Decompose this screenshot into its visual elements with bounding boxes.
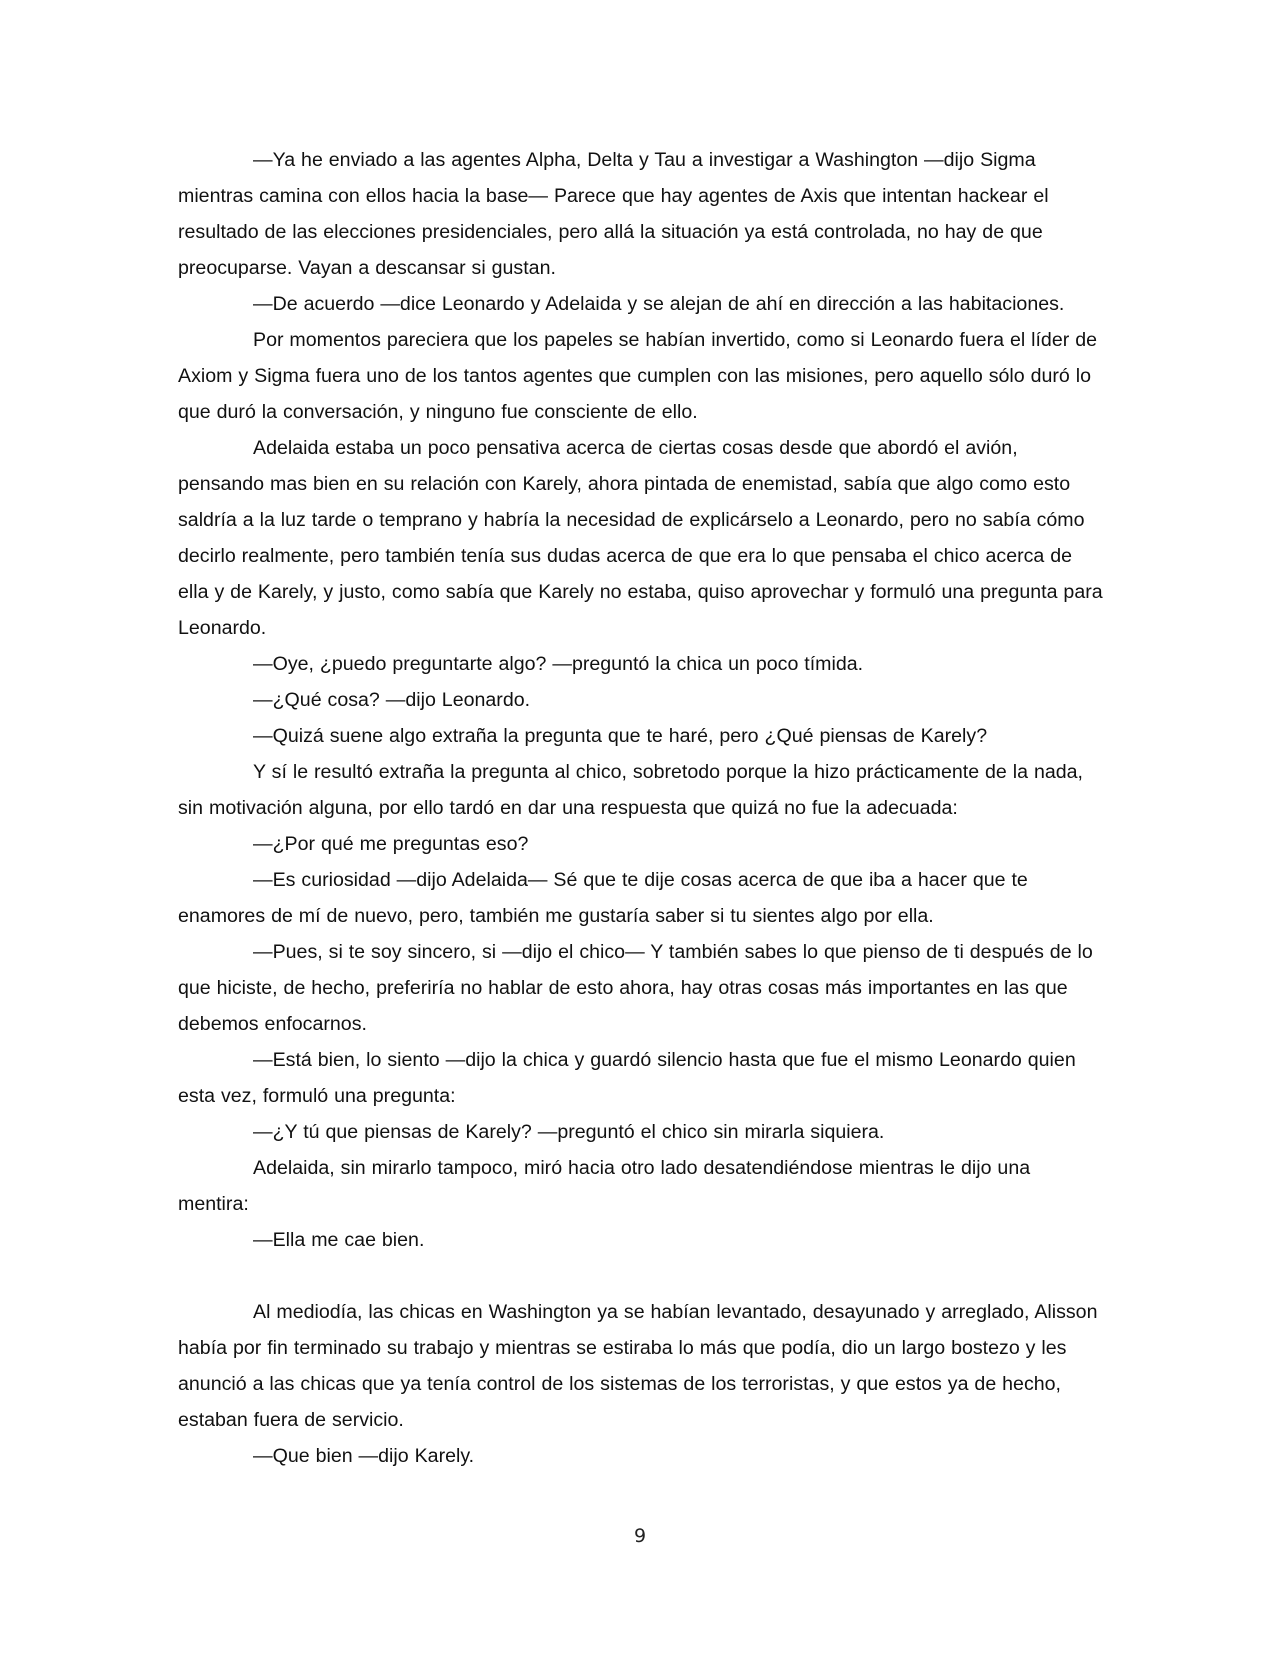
paragraph: Y sí le resultó extraña la pregunta al chico, sobretodo porque la hizo prácticamente de la nada, sin motivación alguna, por ello tardó en dar una respuesta que quizá no fue la adecuada: [178, 761, 1083, 819]
paragraph: —¿Y tú que piensas de Karely? —preguntó el chico sin mirarla siquiera. [253, 1121, 885, 1143]
paragraph: —Quizá suene algo extraña la pregunta que te haré, pero ¿Qué piensas de Karely? [253, 725, 988, 747]
paragraph: —Ya he enviado a las agentes Alpha, Delta y Tau a investigar a Washington —dijo Sigma mientras camina con ellos hacia la base— Parece que hay agentes de Axis que intentan hackear el resultado de las elecciones presidenciales, pero allá la situación ya está controlada, no hay de que preocuparse. Vayan a descansar si gustan. [178, 149, 1049, 279]
page-number: 9 [633, 1525, 647, 1547]
paragraph: —Es curiosidad —dijo Adelaida— Sé que te dije cosas acerca de que iba a hacer que te enamores de mí de nuevo, pero, también me gustaría saber si tu sientes algo por ella. [178, 869, 1028, 927]
paragraph: —¿Qué cosa? —dijo Leonardo. [253, 689, 531, 711]
paragraph: —Oye, ¿puedo preguntarte algo? —preguntó la chica un poco tímida. [253, 653, 864, 675]
paragraph: —Pues, si te soy sincero, si —dijo el chico— Y también sabes lo que pienso de ti después de lo que hiciste, de hecho, preferiría no hablar de esto ahora, hay otras cosas más importantes en las que debemos enfocarnos. [178, 941, 1093, 1035]
paragraph: Adelaida, sin mirarlo tampoco, miró hacia otro lado desatendiéndose mientras le dijo una mentira: [178, 1157, 1031, 1215]
paragraph: —Que bien —dijo Karely. [253, 1445, 475, 1467]
paragraph: —Ella me cae bien. [253, 1229, 425, 1251]
body-text [178, 142, 1103, 1474]
paragraph: —De acuerdo —dice Leonardo y Adelaida y se alejan de ahí en dirección a las habitaciones. [253, 293, 1065, 315]
paragraph: Adelaida estaba un poco pensativa acerca de ciertas cosas desde que abordó el avión, pensando mas bien en su relación con Karely, ahora pintada de enemistad, sabía que algo como esto saldría a la luz tarde o temprano y habría la necesidad de explicárselo a Leonardo, pero no sabía cómo decirlo realmente, pero también tenía sus dudas acerca de que era lo que pensaba el chico acerca de ella y de Karely, y justo, como sabía que Karely no estaba, quiso aprovechar y formuló una pregunta para Leonardo. [178, 437, 1103, 639]
paragraph: Al mediodía, las chicas en Washington ya se habían levantado, desayunado y arreglado, Alisson había por fin terminado su trabajo y mientras se estiraba lo más que podía, dio un largo bostezo y les anunció a las chicas que ya tenía control de los sistemas de los terroristas, y que estos ya de hecho, estaban fuera de servicio. [178, 1301, 1098, 1431]
paragraph: —¿Por qué me preguntas eso? [253, 833, 529, 855]
section-break [178, 1258, 1103, 1294]
paragraph: Por momentos pareciera que los papeles se habían invertido, como si Leonardo fuera el líder de Axiom y Sigma fuera uno de los tantos agentes que cumplen con las misiones, pero aquello sólo duró lo que duró la conversación, y ninguno fue consciente de ello. [178, 329, 1097, 423]
paragraph: —Está bien, lo siento —dijo la chica y guardó silencio hasta que fue el mismo Leonardo quien esta vez, formuló una pregunta: [178, 1049, 1076, 1107]
